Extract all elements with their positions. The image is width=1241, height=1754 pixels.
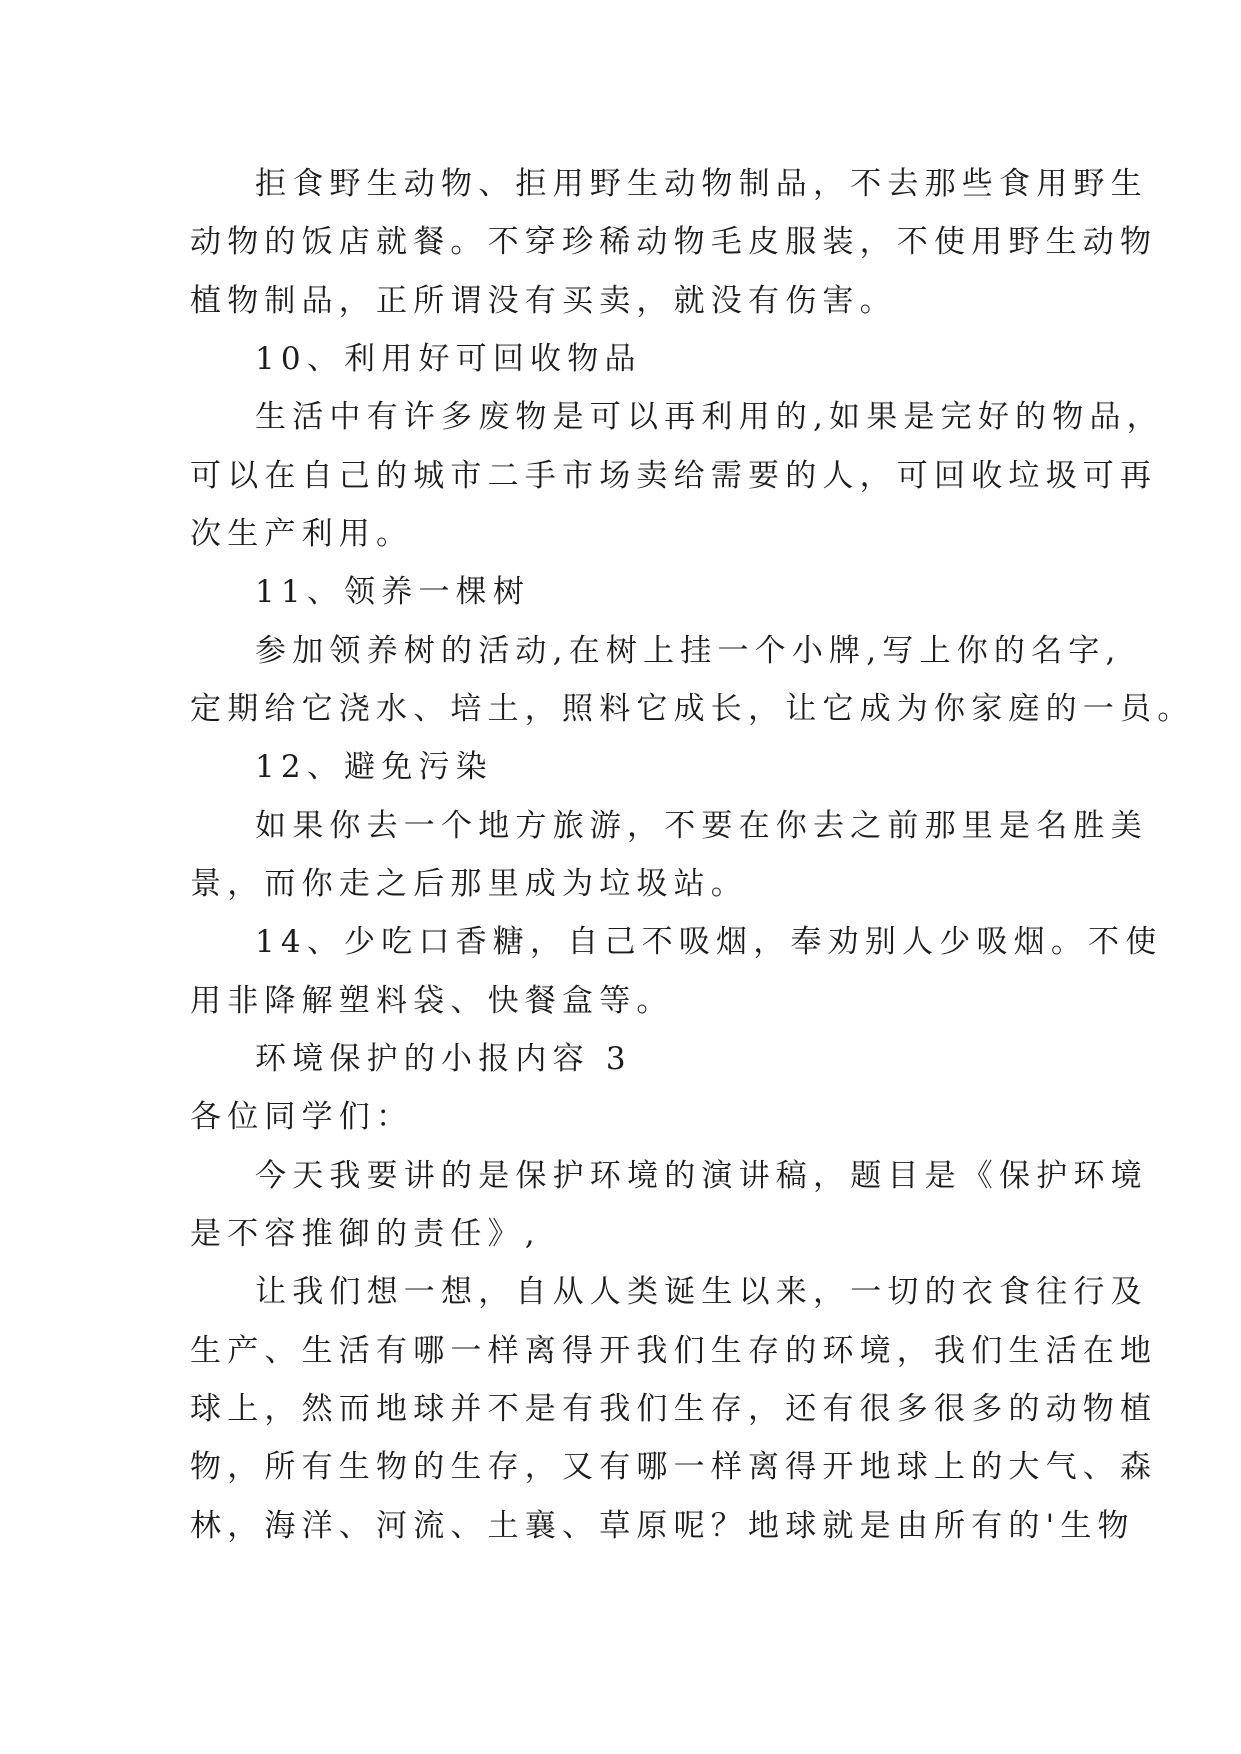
section-title: 环境保护的小报内容 3 (255, 1041, 632, 1077)
text-line: 生产、生活有哪一样离得开我们生存的环境，我们生活在地 (190, 1333, 1158, 1369)
text-line: 次生产利用。 (190, 516, 414, 552)
text-line: 景，而你走之后那里成为垃圾站。 (190, 866, 748, 902)
text-line: 14、少吃口香糖，自己不吸烟，奉劝别人少吸烟。不使 (255, 924, 1163, 960)
text-line: 林，海洋、河流、土襄、草原呢？地球就是由所有的'生物 (190, 1508, 1135, 1544)
numbered-heading: 12、避免污染 (255, 749, 493, 785)
text-line: 用非降解塑料袋、快餐盒等。 (190, 983, 674, 1019)
text-line: 植物制品，正所谓没有买卖，就没有伤害。 (190, 283, 897, 319)
salutation: 各位同学们： (190, 1099, 414, 1135)
text-line: 让我们想一想，自从人类诞生以来，一切的衣食往行及 (255, 1274, 1148, 1310)
text-line: 拒食野生动物、拒用野生动物制品，不去那些食用野生 (255, 166, 1148, 202)
text-line: 是不容推御的责任》, (190, 1216, 541, 1252)
text-line: 物，所有生物的生存，又有哪一样离得开地球上的大气、森 (190, 1449, 1158, 1485)
text-line: 参加领养树的活动,在树上挂一个小牌,写上你的名字, (255, 633, 1122, 669)
text-line: 球上，然而地球并不是有我们生存，还有很多很多的动物植 (190, 1391, 1158, 1427)
numbered-heading: 10、利用好可回收物品 (255, 341, 642, 377)
text-line: 今天我要讲的是保护环境的演讲稿，题目是《保护环境 (255, 1158, 1148, 1194)
text-line: 如果你去一个地方旅游，不要在你去之前那里是名胜美 (255, 808, 1148, 844)
text-line: 生活中有许多废物是可以再利用的,如果是完好的物品， (255, 399, 1164, 435)
numbered-heading: 11、领养一棵树 (255, 574, 531, 610)
text-line: 可以在自己的城市二手市场卖给需要的人，可回收垃圾可再 (190, 458, 1158, 494)
text-line: 定期给它浇水、培土，照料它成长，让它成为你家庭的一员。 (190, 691, 1195, 727)
text-line: 动物的饭店就餐。不穿珍稀动物毛皮服装，不使用野生动物 (190, 224, 1158, 260)
